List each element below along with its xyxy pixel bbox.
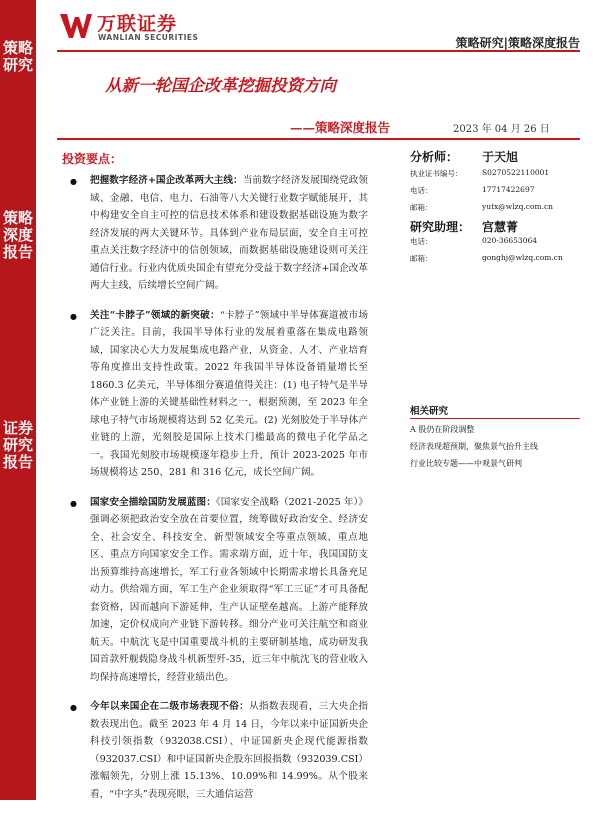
title-divider [57, 138, 580, 140]
info-key: 邮箱： [410, 254, 433, 263]
info-key: 邮箱： [410, 203, 433, 212]
report-date: 2023 年 04 月 26 日 [453, 124, 550, 135]
assistant-name: 宫慧菁 [482, 220, 519, 234]
sidebar-label-deep-report: 策略深度报告 [2, 209, 33, 261]
key-point-lead: 把握数字经济+国企改革两大主线： [90, 175, 243, 186]
key-point-text: 《国家安全战略（2021-2025 年）》强调必须把政治安全放在首要位置，统筹做好政治安全、经济安全、社会安全、科技安全、新型领域安全等重点领域、重点地区、重点方向国家安全工作。需求端方面，近十年，我国国防支出预算维持高速增长，军工行业各领域中长期需求增长具备充足动力。供给端方面，军工生产企业须取得“军工三证”才可具备配套资格，因而越向下游延伸，生产认证壁垒越高。上游产能释放加速，定价权成向产业链下游转移。细分产业可关注航空和商业航天。中航沈飞是中国重要战斗机的主要研制基地，成功研发我国首款歼舰载隐身战斗机新型歼-35，近三年中航沈飞的营业收入均保持高速增长，经营业绩出色。 [90, 496, 368, 683]
info-value: S0270522110001 [482, 168, 550, 177]
bullet-dot-icon: ● [70, 177, 77, 186]
logo-english-name: WANLIAN SECURITIES [98, 33, 199, 42]
key-point-text: 当前数字经济发展围绕党政领域、金融、电信、电力、石油等八大关键行业数字赋能展开，其中构建安全自主可控的信息技术体系和建设数据基础设施为数字经济发展的两大关键环节。具体到产业布局层面，安全自主可控重点关注数字经济中的信创领域，而数据基础设施建设则可关注通信行业。行业内优质央国企有望充分受益于数字经济+国企改革两大主线，后续增长空间广阔。 [90, 175, 368, 291]
info-key: 执业证书编号： [410, 169, 463, 178]
key-point-lead: 关注“卡脖子”领域的新突破： [90, 309, 220, 321]
bullet-dot-icon: ● [70, 498, 77, 508]
sidebar-label-strategy: 策略研究 [2, 39, 33, 74]
info-value: 17717422697 [482, 185, 535, 194]
sidebar-label-securities-report: 证券研究报告 [2, 419, 33, 471]
related-research-item[interactable]: 经济表现超预期，聚焦景气抬升主线 [410, 442, 538, 451]
key-point-text: 从指数表现看，三大央企指数表现出色。截至 2023 年 4 月 14 日，今年以来中证国新央企科技引领指数（932038.CSI）、中证国新央企现代能源指数（932037.CSI）和中证国新央企股东回报指数（932039.CSI）涨幅领先，分别上涨 15.13%、10.09%和 14.99%。从个股来看，“中字头”表现亮眼，三大通信运营 [90, 701, 369, 800]
bullet-dot-icon: ● [70, 703, 77, 712]
left-sidebar [0, 0, 36, 800]
related-research-item[interactable]: A 股仍在阶段调整 [410, 425, 475, 434]
key-point-text: “卡脖子”领域中半导体赛道被市场广泛关注。目前，我国半导体行业的发展着重落在集成电路领域，国家决心大力发展集成电路产业，从资金、人才、产业培育等角度推出支持性政策。2022 年我国半导体设备销量增长至 1860.3 亿美元，半导体细分赛道值得关注：(1) 电子特气是半导体产业链上游的关键基础性材料之一，根据预测，至 2023 年全球电子特气市场规模将达到 52 亿美元。(2) 光刻胶处于半导体产业链的上游，光刻胶是国际上技术门槛最高的微电子化学品之一。我国光刻胶市场规模逐年稳步上升，预计 2023-2025 年市场规模将达 250、281 和 316 亿元，成长空间广阔。 [90, 309, 368, 478]
key-points-heading: 投资要点： [62, 152, 123, 166]
report-category-tag: 策略研究|策略深度报告 [455, 36, 580, 50]
related-research-heading: 相关研究 [410, 406, 449, 417]
logo-chinese-name: 万联证券 [97, 13, 178, 35]
info-key: 电话： [410, 237, 433, 246]
key-points-list [62, 172, 368, 815]
bullet-dot-icon: ● [70, 311, 77, 321]
info-value[interactable]: yutx@wlzq.com.cn [482, 202, 554, 211]
related-research-item[interactable]: 行业比较专题——中观景气研判 [410, 459, 522, 468]
key-point-item [62, 698, 368, 803]
report-subtitle: ——策略深度报告 [290, 120, 391, 135]
analyst-panel [410, 148, 580, 398]
info-value: 020-36653064 [482, 236, 538, 245]
related-divider [410, 418, 580, 419]
key-point-lead: 国家安全描绘国防发展蓝图： [90, 496, 216, 508]
company-logo [60, 11, 210, 41]
header-divider [57, 50, 580, 52]
report-title: 从新一轮国企改革挖掘投资方向 [105, 76, 336, 95]
analyst-name: 于天旭 [482, 150, 519, 164]
logo-w-icon [60, 11, 92, 41]
info-value[interactable]: gonghj@wlzq.com.cn [482, 253, 563, 262]
key-point-item [62, 494, 368, 687]
assistant-role-label: 研究助理： [410, 220, 471, 234]
info-key: 电话： [410, 186, 433, 195]
key-point-item [62, 307, 368, 482]
key-point-item [62, 172, 368, 295]
key-point-lead: 今年以来国企在二级市场表现不俗： [90, 701, 250, 712]
analyst-role-label: 分析师： [410, 150, 459, 164]
